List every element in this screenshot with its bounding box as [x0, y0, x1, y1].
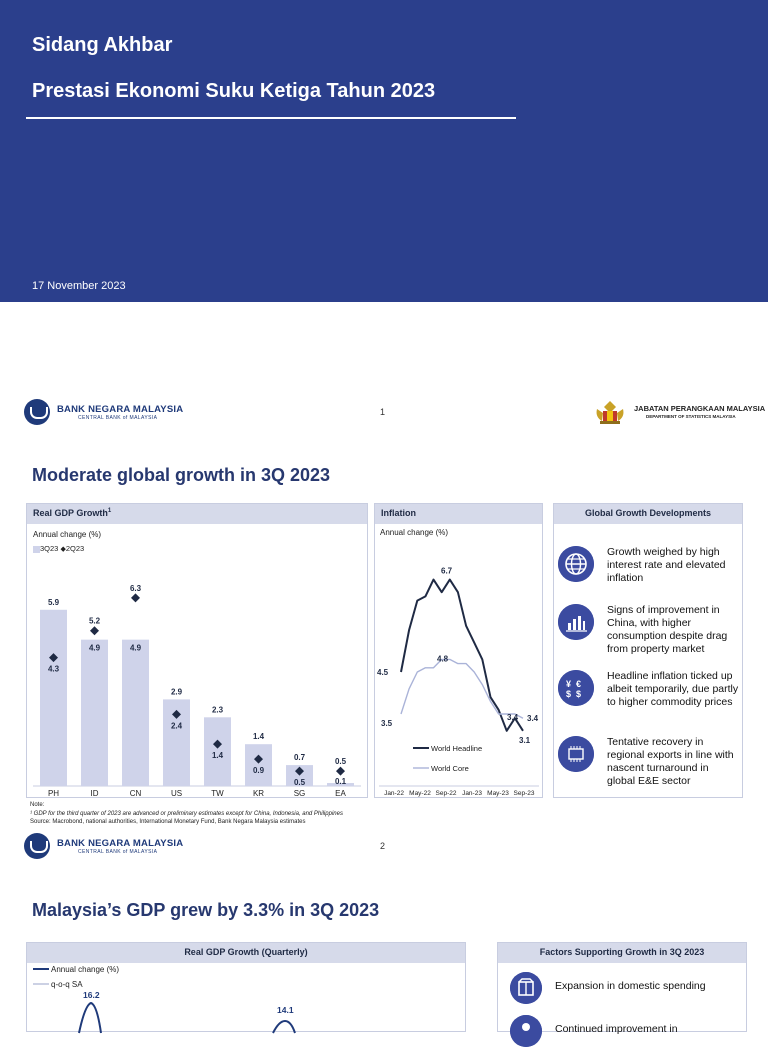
gdp-value-2q23: 2.4 [170, 721, 183, 731]
gdp-panel-header [27, 504, 367, 524]
inflation-x-tick: Sep-22 [435, 790, 457, 797]
dosm-name: JABATAN PERANGKAAN MALAYSIA [634, 404, 766, 413]
development-text: Growth weighed by high interest rate and elevated inflation [607, 546, 726, 584]
svg-text:$: $ [566, 689, 572, 699]
peak-label: 16.2 [83, 990, 100, 1000]
page-number: 1 [380, 407, 386, 417]
bnm-logo-icon [24, 399, 50, 425]
gdp-bar-chart [27, 556, 367, 796]
gdp-category-label: KR [252, 789, 265, 798]
inflation-data-label: 3.4 [527, 714, 539, 724]
development-text: Headline inflation ticked up albeit temporarily, due partly to higher commodity prices [607, 670, 739, 708]
inflation-data-label: 3.1 [519, 735, 531, 745]
gdp-value-2q23: 0.9 [252, 766, 265, 776]
svg-text:€: € [576, 679, 582, 689]
bnm-name: BANK NEGARA MALAYSIA [57, 838, 184, 849]
annual-series-line [79, 1003, 101, 1033]
annual-series-line [273, 1021, 295, 1033]
quarterly-gdp-title: Real GDP Growth (Quarterly) [27, 943, 465, 963]
people-icon [510, 1015, 542, 1047]
bnm-name: BANK NEGARA MALAYSIA [57, 404, 184, 415]
development-item [558, 736, 740, 786]
peak-label: 14.1 [277, 1005, 294, 1015]
gdp-value-2q23: 5.2 [88, 616, 101, 626]
gdp-unit: Annual change (%) [33, 530, 102, 539]
gdp-bar-3q23 [122, 640, 149, 786]
inflation-data-label: 3.5 [381, 719, 393, 728]
box-icon [510, 972, 542, 1004]
legend-qoq-label: q-o-q SA [51, 980, 83, 989]
inflation-unit: Annual change (%) [380, 528, 449, 537]
currency-icon [558, 670, 594, 706]
gdp-value-3q23: 2.3 [211, 705, 224, 715]
inflation-line-chart [375, 536, 543, 798]
legend-3q-swatch [33, 546, 40, 553]
note-footnote: ¹ GDP for the third quarter of 2023 are advanced or preliminary estimates except for China, Indonesia, and Philippines [30, 811, 343, 817]
gdp-legend [33, 544, 84, 553]
inflation-x-tick: Jan-23 [462, 790, 482, 797]
cover-subtitle: Prestasi Ekonomi Suku Ketiga Tahun 2023 [32, 80, 436, 102]
development-item [558, 670, 740, 720]
inflation-x-tick: May-22 [409, 790, 431, 797]
development-text: Signs of improvement in China, with higher consumption despite drag from property market [607, 604, 728, 655]
gdp-value-3q23: 4.9 [129, 643, 142, 653]
note-source: Source: Macrobond, national authorities, International Monetary Fund, Bank Negara Malaysia estimates [30, 819, 306, 825]
inflation-x-tick: May-23 [487, 790, 509, 797]
gdp-growth-panel [26, 503, 368, 798]
inflation-data-label: 4.8 [437, 654, 449, 664]
factor-text: Continued improvement in [555, 1023, 678, 1035]
note-label: Note: [30, 802, 45, 808]
legend-core-label: World Core [431, 764, 469, 773]
gdp-value-2q23: 0.5 [334, 757, 347, 767]
developments-panel [553, 503, 743, 798]
gdp-category-label: EA [335, 789, 346, 798]
gdp-marker-2q23 [336, 767, 345, 776]
factors-panel [497, 942, 747, 1035]
cover-title: Sidang Akhbar [32, 34, 173, 56]
gdp-category-label: TW [211, 789, 224, 798]
legend-3q-label: 3Q23 [40, 544, 59, 553]
gdp-value-2q23: 1.4 [211, 751, 224, 761]
inflation-data-label: 4.5 [377, 668, 389, 677]
gdp-value-3q23: 2.9 [170, 687, 183, 697]
headline-inflation-line [401, 580, 523, 731]
gdp-category-label: ID [90, 789, 99, 798]
gdp-category-label: US [170, 789, 183, 798]
gdp-bar-3q23 [245, 744, 272, 786]
cover-slide [0, 0, 768, 302]
slide2-title: Malaysia’s GDP grew by 3.3% in 3Q 2023 [32, 900, 380, 920]
gdp-value-2q23: 4.3 [47, 664, 60, 674]
gdp-bar-3q23 [81, 640, 108, 786]
development-item [558, 604, 740, 654]
legend-annual-label: Annual change (%) [51, 965, 120, 974]
factor-text: Expansion in domestic spending [555, 980, 706, 992]
gdp-value-3q23: 0.1 [334, 777, 347, 786]
page-number: 2 [380, 841, 386, 851]
slide1-title: Moderate global growth in 3Q 2023 [32, 465, 331, 485]
bar-chart-icon [558, 604, 594, 640]
gdp-value-2q23: 6.3 [129, 583, 142, 593]
gdp-panel-footnote-mark: 1 [107, 508, 112, 514]
development-item [558, 546, 740, 596]
cover-date: 17 November 2023 [32, 280, 126, 292]
slide2-header [0, 833, 768, 873]
inflation-x-tick: Sep-23 [513, 790, 535, 797]
svg-text:$: $ [576, 689, 582, 699]
gdp-value-3q23: 1.4 [252, 732, 265, 742]
inflation-x-tick: Jan-22 [384, 790, 404, 797]
legend-headline-label: World Headline [431, 744, 483, 753]
legend-2q-marker: ◆ [60, 546, 66, 553]
globe-icon [558, 546, 594, 582]
development-text: Tentative recovery in regional exports in line with nascent turnaround in global E&E sector [607, 736, 734, 787]
factor-item [510, 972, 740, 1006]
bnm-subtitle: CENTRAL BANK of MALAYSIA [78, 849, 158, 855]
svg-text:¥: ¥ [566, 679, 572, 689]
gdp-marker-2q23 [90, 626, 99, 635]
inflation-data-label: 3.4 [507, 713, 519, 723]
bnm-logo-icon [24, 833, 50, 859]
inflation-panel [374, 503, 543, 798]
gdp-value-3q23: 0.7 [293, 753, 306, 763]
inflation-data-label: 6.7 [441, 566, 453, 576]
factor-item [510, 1015, 740, 1049]
slide1-header [0, 399, 768, 439]
cover-divider [26, 117, 516, 119]
gdp-value-3q23: 5.9 [47, 597, 60, 607]
developments-title: Global Growth Developments [554, 504, 742, 524]
dosm-subtitle: DEPARTMENT OF STATISTICS MALAYSIA [646, 414, 736, 419]
quarterly-gdp-panel [26, 942, 466, 1032]
bnm-subtitle: CENTRAL BANK of MALAYSIA [78, 415, 158, 421]
dosm-crest-icon [594, 399, 626, 425]
inflation-panel-title: Inflation [375, 504, 542, 524]
gdp-category-label: PH [47, 789, 60, 798]
gdp-bar-3q23 [40, 610, 67, 786]
gdp-marker-2q23 [131, 593, 140, 602]
core-inflation-line [401, 659, 523, 718]
factors-title: Factors Supporting Growth in 3Q 2023 [498, 943, 746, 963]
chip-icon [558, 736, 594, 772]
gdp-value-2q23: 0.5 [293, 778, 306, 788]
gdp-category-label: CN [129, 789, 142, 798]
gdp-panel-title: Real GDP Growth [33, 508, 108, 518]
quarterly-gdp-chart [27, 963, 465, 1033]
legend-2q-label: 2Q23 [65, 544, 85, 553]
gdp-value-3q23: 4.9 [88, 643, 101, 653]
gdp-category-label: SG [293, 789, 306, 798]
